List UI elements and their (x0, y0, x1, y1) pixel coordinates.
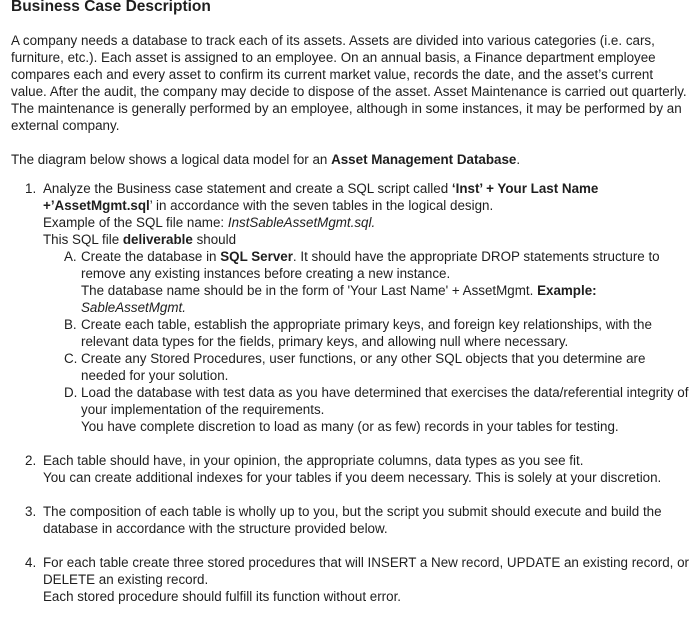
item-1-line1 (43, 180, 690, 214)
subitem-a-line1 (81, 248, 690, 282)
diagram-note-suffix: . (516, 152, 521, 167)
diagram-note-prefix: The diagram below shows a logical data model for an (11, 152, 332, 167)
subitem-d (64, 384, 690, 435)
example-filename: InstSableAssetMgmt.sql. (227, 215, 376, 230)
subitem-a-bold: SQL Server (220, 249, 293, 264)
item-number: 3. (25, 504, 37, 519)
subitem-letter: B. (64, 317, 77, 332)
subitem-a-text: Create the database in (81, 249, 221, 264)
example-label: Example of the SQL file name: (43, 215, 228, 230)
subitem-a-text2: . It should have the appropriate DROP statements structure to remove any existing instances before creating a new instance. (81, 249, 660, 281)
subitem-d-text2: You have complete discretion to load as many (or as few) records in your tables for testing. (81, 419, 619, 434)
diagram-note (11, 151, 690, 168)
item-number: 1. (25, 181, 37, 196)
item-1-example (43, 214, 690, 231)
item-1-filename-bold: ‘Inst’ + Your Last Name +’AssetMgmt.sql (43, 181, 599, 213)
deliverable-prefix: This SQL file (43, 232, 123, 247)
item-number: 4. (25, 555, 37, 570)
item-number: 2. (25, 453, 37, 468)
subitem-a (64, 248, 690, 316)
intro-paragraph: A company needs a database to track each of its assets. Assets are divided into various categories (i.e. cars, furniture, etc.). Each asset is assigned to an employee. On an annual basis, a Finance department employee compares each and every asset to confirm its current market value, records the date, and the asset’s current value. After the audit, the company may decide to dispose of the asset. Asset Maintenance is carried out quarterly. The maintenance is generally performed by an employee, although in some instances, it may be performed by an external company. (11, 33, 687, 133)
deliverable-sublist (43, 248, 690, 435)
subitem-letter: C. (64, 351, 78, 366)
subitem-a-example-bold: Example: (537, 283, 597, 298)
requirements-list (11, 180, 690, 605)
requirement-item-2 (25, 452, 690, 486)
subitem-a-line2 (81, 282, 690, 299)
item-1-deliverable (43, 231, 690, 248)
item-4-text2: Each stored procedure should fulfill its function without error. (43, 589, 402, 604)
page-title: Business Case Description (11, 0, 211, 15)
subitem-b (64, 316, 690, 350)
subitem-a-text3: The database name should be in the form of 'Your Last Name' + AssetMgmt. (81, 283, 538, 298)
subitem-d-text: Load the database with test data as you have determined that exercises the data/referential integrity of your implementation of the requirements. (81, 385, 689, 417)
deliverable-suffix: should (192, 232, 237, 247)
subitem-letter: D. (64, 385, 78, 400)
subitem-a-example-name: SableAssetMgmt. (81, 300, 186, 315)
requirement-item-3 (25, 503, 690, 537)
subitem-c (64, 350, 690, 384)
subitem-c-text: Create any Stored Procedures, user functions, or any other SQL objects that you determine are needed for your solution. (81, 351, 646, 383)
requirement-item-4 (25, 554, 690, 605)
item-3-text: The composition of each table is wholly up to you, but the script you submit should execute and build the database in accordance with the structure provided below. (43, 504, 662, 536)
diagram-note-bold: Asset Management Database (331, 152, 517, 167)
requirement-item-1 (25, 180, 690, 435)
item-2-text2: You can create additional indexes for your tables if you deem necessary. This is solely at your discretion. (43, 470, 662, 485)
subitem-letter: A. (64, 249, 77, 264)
item-1-text-suffix: ’ in accordance with the seven tables in the logical design. (149, 198, 494, 213)
subitem-b-text: Create each table, establish the appropriate primary keys, and foreign key relationships, with the relevant data types for the fields, primary keys, and allowing null where necessary. (81, 317, 652, 349)
deliverable-bold: deliverable (122, 232, 193, 247)
item-4-text: For each table create three stored procedures that will INSERT a New record, UPDATE an existing record, or DELETE an existing record. (43, 555, 690, 587)
item-2-text: Each table should have, in your opinion, the appropriate columns, data types as you see fit. (43, 453, 584, 468)
subitem-a-line3 (81, 299, 690, 316)
item-1-text: Analyze the Business case statement and create a SQL script called (43, 181, 452, 196)
